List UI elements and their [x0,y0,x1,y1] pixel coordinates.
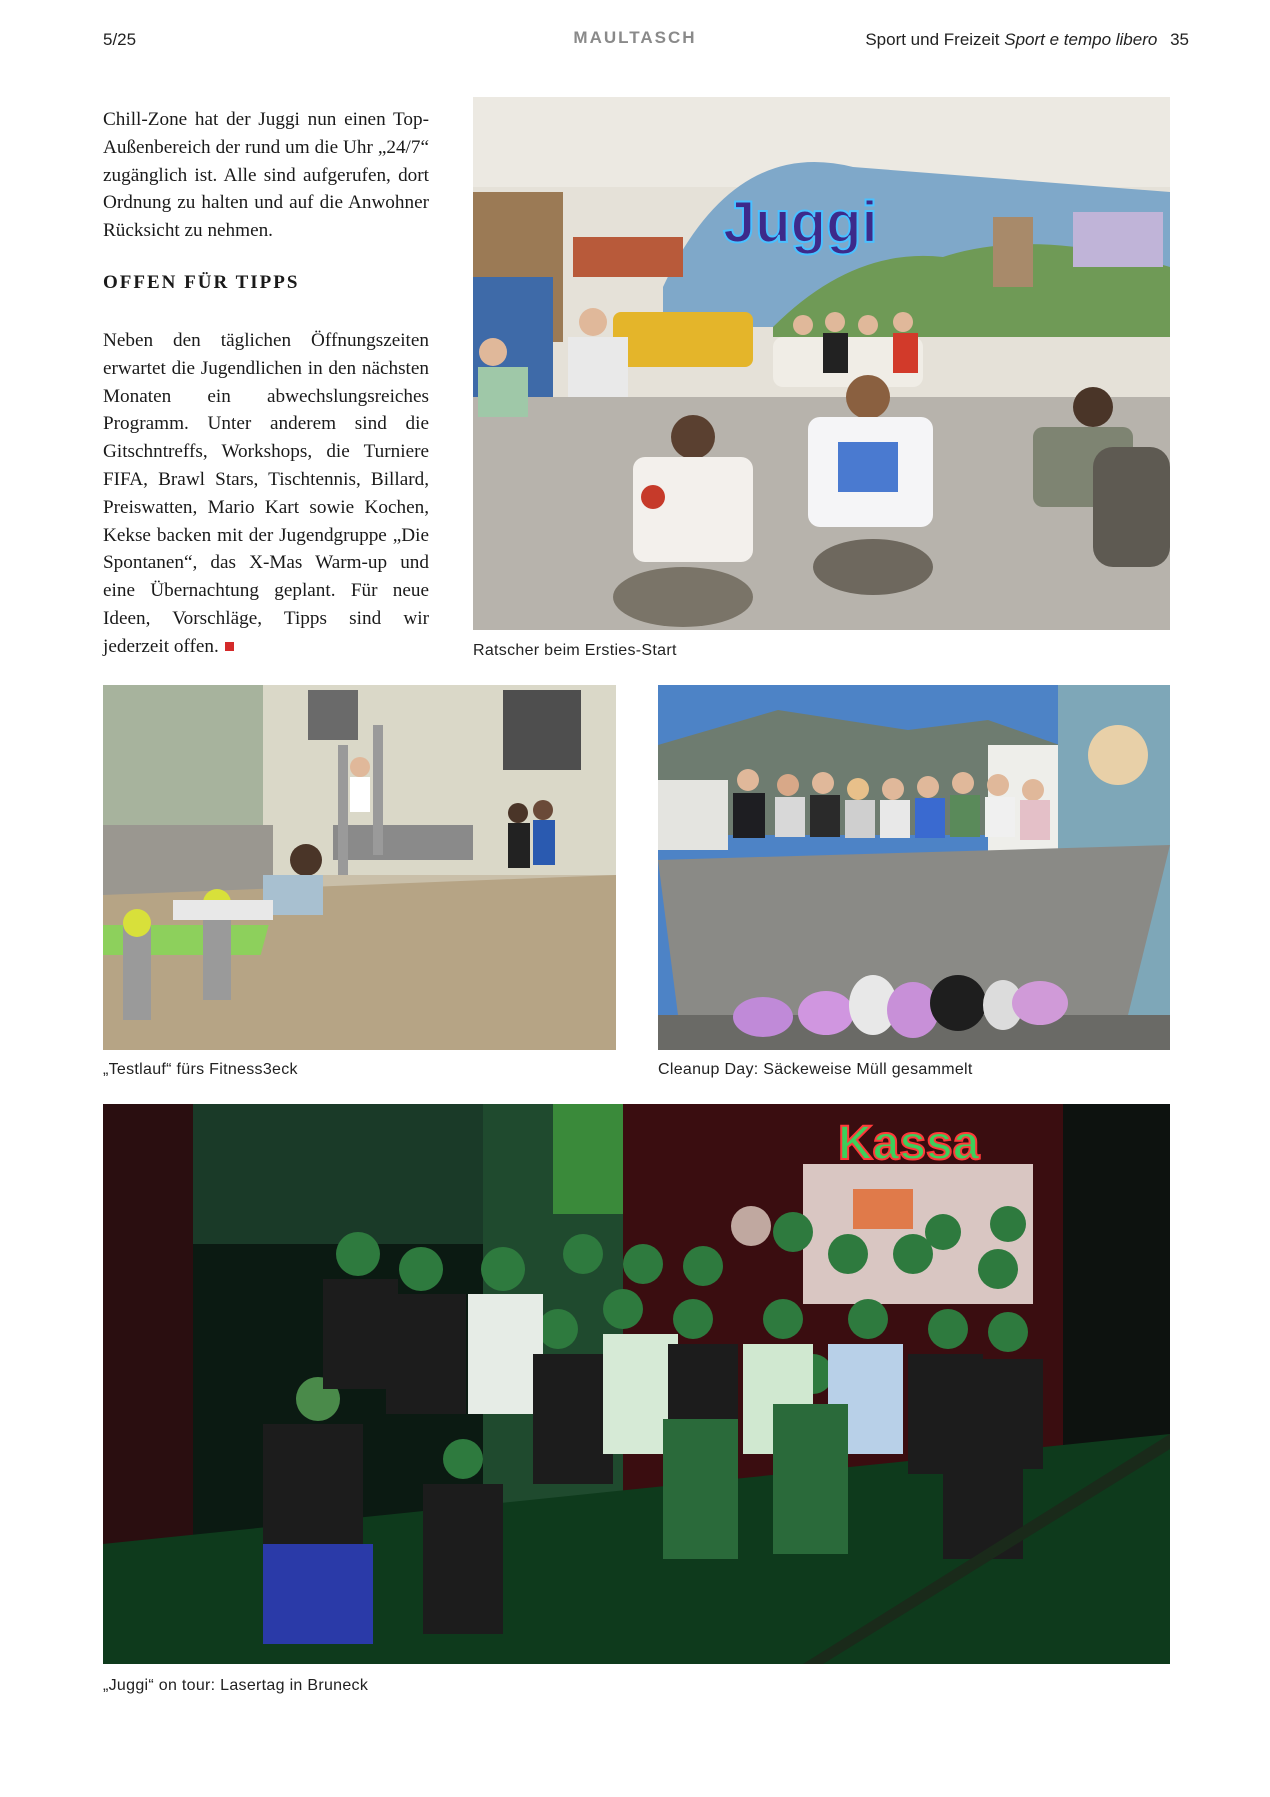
magazine-brand: MAULTASCH [573,28,697,47]
mural-juggi-text: Juggi [723,190,878,255]
caption-cleanup-photo: Cleanup Day: Säckeweise Müll gesammelt [658,1061,973,1078]
caption-fitness-photo: „Testlauf“ fürs Fitness3eck [103,1061,298,1078]
photo-fitness-corner [103,685,616,1050]
photo-youth-room [473,97,1170,630]
article-paragraph-1: Chill-Zone hat der Juggi nun einen Top-Außenbereich der rund um die Uhr „24/7“ zugänglich ist. Alle sind aufgerufen, dort Ordnung zu halten und auf die Anwohner Rücksicht zu nehmen. [103,109,429,242]
article-paragraph-2 [103,327,429,661]
section-title-de: Sport und Freizeit [865,30,1000,49]
caption-lasertag-photo: „Juggi“ on tour: Lasertag in Bruneck [103,1677,369,1694]
kassa-sign-text: Kassa [838,1117,980,1170]
section-header [865,30,1189,50]
photo-lasertag-group [103,1104,1170,1664]
photo-cleanup-day [658,685,1170,1050]
article-subheading: OFFEN FÜR TIPPS [103,272,300,293]
caption-top-photo: Ratscher beim Ersties-Start [473,642,677,659]
issue-number: 5/25 [103,30,137,49]
page-number: 35 [1170,30,1189,49]
section-title-it: Sport e tempo libero [1004,30,1158,49]
paragraph-2-text: Neben den täglichen Öffnungszeiten erwartet die Jugendlichen in den nächsten Monaten ein abwechslungsreiches Programm. Unter anderem sind die Gitschntreffs, Workshops, die Turniere FIFA, Brawl Stars, Tischtennis, Billard, Preiswatten, Mario Kart sowie Kochen, Kekse backen mit der Jugendgruppe „Die Spontanen“, das X-Mas Warm-up und eine Übernachtung geplant. Für neue Ideen, Vorschläge, Tipps sind wir jederzeit offen. [103,330,429,657]
end-mark-icon [225,642,234,651]
